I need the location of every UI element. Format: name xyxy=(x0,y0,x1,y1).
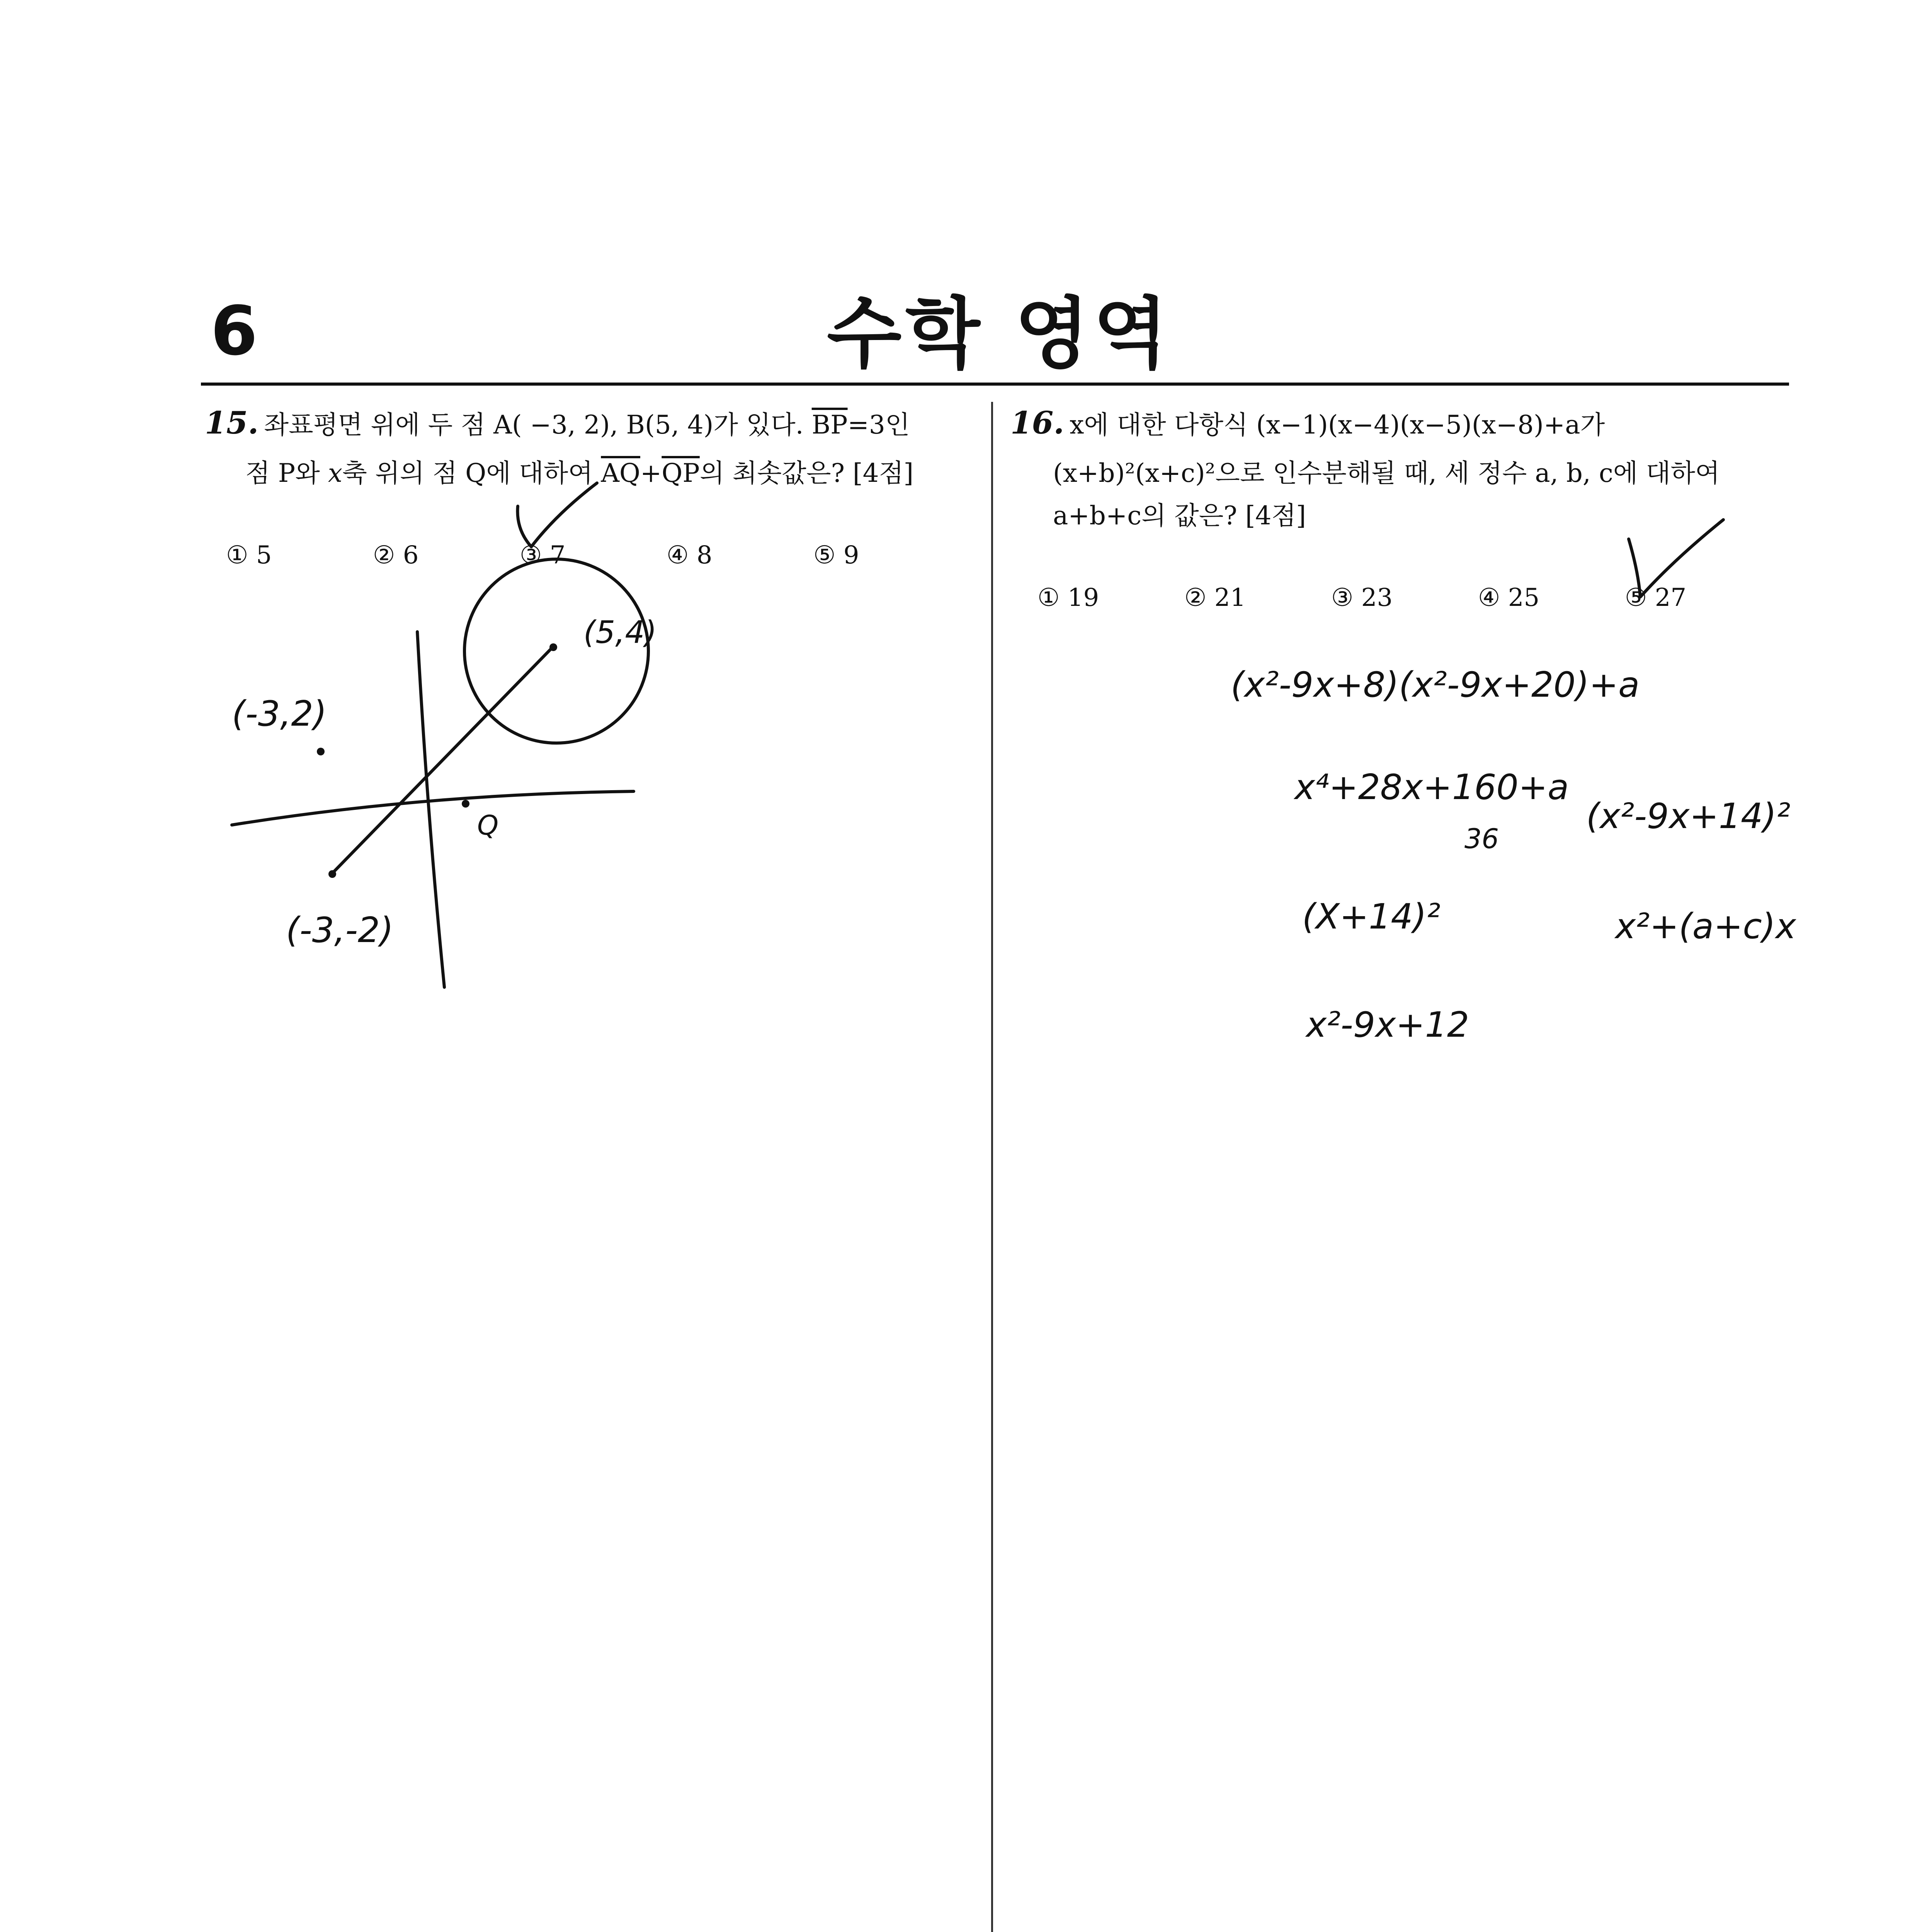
q15-bp-segment: $\overline{BP}$ xyxy=(811,410,848,440)
hand-work-4: (X+14)² xyxy=(1302,896,1440,937)
page-title: 수학 영역 xyxy=(827,289,1172,379)
y-axis-line xyxy=(417,632,444,987)
hand-work-5: x²+(a+c)x xyxy=(1615,906,1796,947)
q16-option-5[interactable]: ⑤ 27 xyxy=(1625,583,1687,612)
hand-work-1: (x²-9x+8)(x²-9x+20)+a xyxy=(1231,665,1640,705)
q15-text-b: =3인 xyxy=(847,410,910,440)
q15-option-2[interactable]: ② 6 xyxy=(373,541,419,570)
hand-work-3: (x²-9x+14)² xyxy=(1586,796,1791,837)
q15-option-4[interactable]: ④ 8 xyxy=(667,541,713,570)
hand-label-a-reflect: (-3,-2) xyxy=(286,910,394,951)
reflection-line xyxy=(332,645,554,873)
q15-option-3[interactable]: ③ 7 xyxy=(520,541,566,570)
point-b-dot xyxy=(549,643,557,651)
q16-check-mark xyxy=(1629,520,1723,597)
q15-var-x: x xyxy=(328,458,343,488)
q15-aq-segment: $\overline{AQ}$ xyxy=(601,458,640,488)
hand-work-2-note: 36 xyxy=(1464,823,1499,855)
q16-option-1[interactable]: ① 19 xyxy=(1037,583,1099,612)
q16-line3: a+b+c의 값은? [4점] xyxy=(1053,501,1306,531)
point-q-dot xyxy=(462,800,469,808)
q15-plus: + xyxy=(640,458,662,488)
q15-text-a: 좌표평면 위에 두 점 A( −3, 2), B(5, 4)가 있다. xyxy=(264,410,812,440)
hand-label-a: (-3,2) xyxy=(232,694,327,734)
hand-label-q: Q xyxy=(477,810,499,841)
hand-label-b: (5,4) xyxy=(583,614,657,650)
q15-option-5[interactable]: ⑤ 9 xyxy=(813,541,859,570)
q15-option-1[interactable]: ① 5 xyxy=(226,541,272,570)
q16-option-2[interactable]: ② 21 xyxy=(1184,583,1246,612)
circle-around-b xyxy=(464,559,648,743)
q16-option-4[interactable]: ④ 25 xyxy=(1478,583,1540,612)
q16-line2: (x+b)²(x+c)²으로 인수분해될 때, 세 정수 a, b, c에 대하여 xyxy=(1053,458,1720,488)
point-a-dot xyxy=(317,748,325,755)
q16-text-1: x에 대한 다항식 (x−1)(x−4)(x−5)(x−8)+a가 xyxy=(1070,410,1605,440)
q16-number: 16. xyxy=(1010,405,1065,441)
q15-text-e: 의 최솟값은? [4점] xyxy=(699,458,914,488)
hand-work-2: x⁴+28x+160+a xyxy=(1294,767,1569,808)
hand-work-6: x²-9x+12 xyxy=(1306,1005,1469,1045)
x-axis-line xyxy=(232,791,634,825)
q15-text-c: 점 P와 xyxy=(245,458,328,488)
point-a-reflect-dot xyxy=(328,870,336,878)
q15-number: 15. xyxy=(205,405,259,441)
page-number: 6 xyxy=(211,292,258,371)
q15-check-mark xyxy=(517,483,597,547)
q15-text-d: 축 위의 점 Q에 대하여 xyxy=(342,458,601,488)
q15-qp-segment: $\overline{QP}$ xyxy=(662,458,700,488)
q16-option-3[interactable]: ③ 23 xyxy=(1331,583,1393,612)
